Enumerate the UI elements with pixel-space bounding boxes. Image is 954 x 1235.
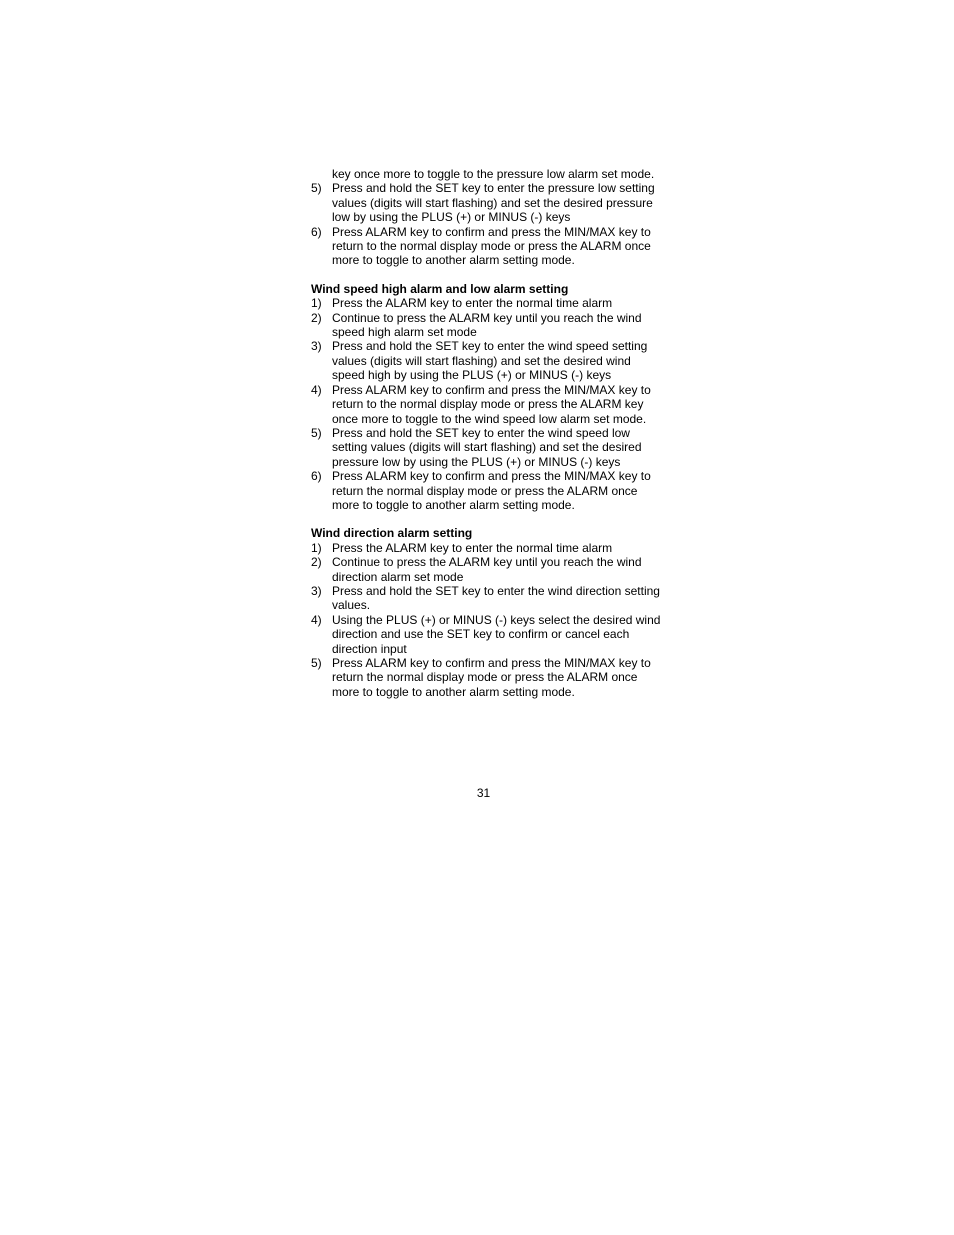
item-text: Press the ALARM key to enter the normal time alarm — [332, 540, 613, 555]
item-number: 2) — [311, 310, 322, 325]
list-item — [311, 225, 661, 268]
item-text: Press and hold the SET key to enter the wind speed setting values (digits will start flashing) and set the desired wind speed high by using the PLUS (+) or MINUS (-) keys — [332, 339, 648, 383]
list-item — [311, 656, 661, 699]
continued-text: key once more to toggle to the pressure low alarm set mode. — [332, 167, 655, 181]
wind-speed-alarm-section — [311, 282, 661, 513]
item-number: 2) — [311, 555, 322, 570]
list-item — [311, 296, 661, 310]
list-item — [311, 613, 661, 656]
item-text: Press ALARM key to confirm and press the MIN/MAX key to return the normal display mode or press the ALARM once more to toggle to another alarm setting mode. — [332, 469, 651, 512]
item-number: 6) — [311, 469, 322, 484]
section-heading: Wind speed high alarm and low alarm setting — [311, 281, 569, 296]
item-number: 5) — [311, 656, 322, 670]
item-number: 6) — [311, 224, 322, 239]
item-text: Press and hold the SET key to enter the wind direction setting values. — [332, 583, 660, 613]
list-item — [311, 469, 661, 512]
section-heading: Wind direction alarm setting — [311, 526, 473, 541]
list-item — [311, 426, 661, 469]
list-item — [311, 383, 661, 426]
item-number: 4) — [311, 612, 322, 627]
list-item — [311, 181, 661, 224]
item-text: Press ALARM key to confirm and press the MIN/MAX key to return to the normal display mode or press the ALARM key once more to toggle to the wind speed low alarm set mode. — [332, 382, 651, 426]
list-item — [311, 555, 661, 584]
manual-page-content — [311, 167, 661, 699]
item-text: Press ALARM key to confirm and press the MIN/MAX key to return the normal display mode or press the ALARM once more to toggle to another alarm setting mode. — [332, 656, 651, 699]
list-item — [311, 311, 661, 340]
item-text: Continue to press the ALARM key until you reach the wind direction alarm set mode — [332, 555, 642, 584]
item-number: 1) — [311, 296, 322, 311]
list-item — [311, 339, 661, 382]
item-number: 4) — [311, 382, 322, 397]
item-text: Continue to press the ALARM key until you reach the wind speed high alarm set mode — [332, 310, 642, 340]
item-text: Using the PLUS (+) or MINUS (-) keys select the desired wind direction and use the SET key to confirm or cancel each direction input — [332, 612, 661, 656]
page-number: 31 — [476, 786, 491, 800]
list-item — [311, 584, 661, 613]
item-number: 5) — [311, 425, 322, 440]
wind-direction-alarm-section — [311, 526, 661, 699]
item-number: 1) — [311, 540, 322, 555]
item-text: Press ALARM key to confirm and press the MIN/MAX key to return to the normal display mode or press the ALARM once more to toggle to another alarm setting mode. — [332, 224, 651, 268]
intro-section — [311, 167, 661, 268]
item-text: Press the ALARM key to enter the normal time alarm — [332, 296, 613, 311]
list-item — [311, 541, 661, 555]
item-number: 3) — [311, 583, 322, 598]
item-number: 5) — [311, 181, 322, 196]
item-text: Press and hold the SET key to enter the wind speed low setting values (digits will start flashing) and set the desired pressure low by using the PLUS (+) or MINUS (-) keys — [332, 425, 642, 469]
item-number: 3) — [311, 339, 322, 354]
item-text: Press and hold the SET key to enter the pressure low setting values (digits will start flashing) and set the desired pressure low by using the PLUS (+) or MINUS (-) keys — [332, 181, 655, 225]
